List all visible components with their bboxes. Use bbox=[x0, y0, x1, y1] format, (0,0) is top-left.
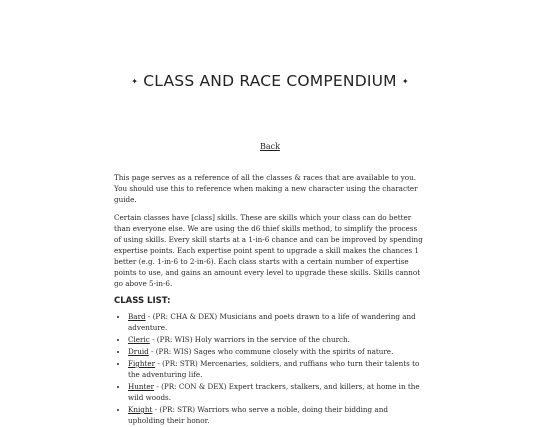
page-title-text: CLASS AND RACE COMPENDIUM bbox=[143, 72, 397, 90]
list-item bbox=[128, 346, 424, 357]
back-link[interactable]: Back bbox=[260, 142, 280, 151]
page-title bbox=[0, 72, 540, 90]
main-content bbox=[114, 172, 424, 427]
class-description: - (PR: CHA & DEX) Musicians and poets drawn to a life of wandering and adventure. bbox=[128, 312, 416, 332]
class-description: - (PR: STR) Warriors who serve a noble, doing their bidding and upholding their honor. bbox=[128, 405, 388, 425]
intro-paragraph: This page serves as a reference of all the classes & races that are available to you. You should use this to reference when making a new character using the character guide. bbox=[114, 173, 418, 204]
class-description: - (PR: STR) Mercenaries, soldiers, and ruffians who turn their talents to the adventuring life. bbox=[128, 359, 420, 379]
class-list bbox=[114, 311, 424, 426]
list-item bbox=[128, 381, 424, 403]
list-item bbox=[128, 404, 424, 426]
class-description: - (PR: WIS) Sages who commune closely with the spirits of nature. bbox=[148, 347, 394, 356]
class-link[interactable]: Fighter bbox=[128, 359, 156, 368]
class-link[interactable]: Knight bbox=[128, 405, 153, 414]
class-list-heading: CLASS LIST: bbox=[114, 296, 171, 306]
class-link[interactable]: Hunter bbox=[128, 382, 155, 391]
list-item bbox=[128, 334, 424, 345]
skills-paragraph: Certain classes have [class] skills. These are skills which your class can do better than everyone else. We are using the d6 thief skills method, to simplify the process of using skills. Every skill starts at a 1-in-6 chance and can be improved by spending expertise points. Each expertise point spent to upgrade a skill makes the chances 1 better (e.g. 1-in-6 to 2-in-6). Each class starts with a certain number of expertise points to use, and gains an amount every level to upgrade these skills. Skills cannot go above 5-in-6. bbox=[114, 213, 423, 288]
list-item bbox=[128, 311, 424, 333]
class-link[interactable]: Druid bbox=[128, 347, 149, 356]
class-link[interactable]: Cleric bbox=[128, 335, 150, 344]
list-item bbox=[128, 358, 424, 380]
class-link[interactable]: Bard bbox=[128, 312, 146, 321]
class-description: - (PR: WIS) Holy warriors in the service of the church. bbox=[149, 335, 350, 344]
class-description: - (PR: CON & DEX) Expert trackers, stalkers, and killers, at home in the wild woods. bbox=[128, 382, 420, 402]
sparkle-icon: ✦ bbox=[401, 77, 409, 86]
sparkle-icon: ✦ bbox=[131, 77, 139, 86]
